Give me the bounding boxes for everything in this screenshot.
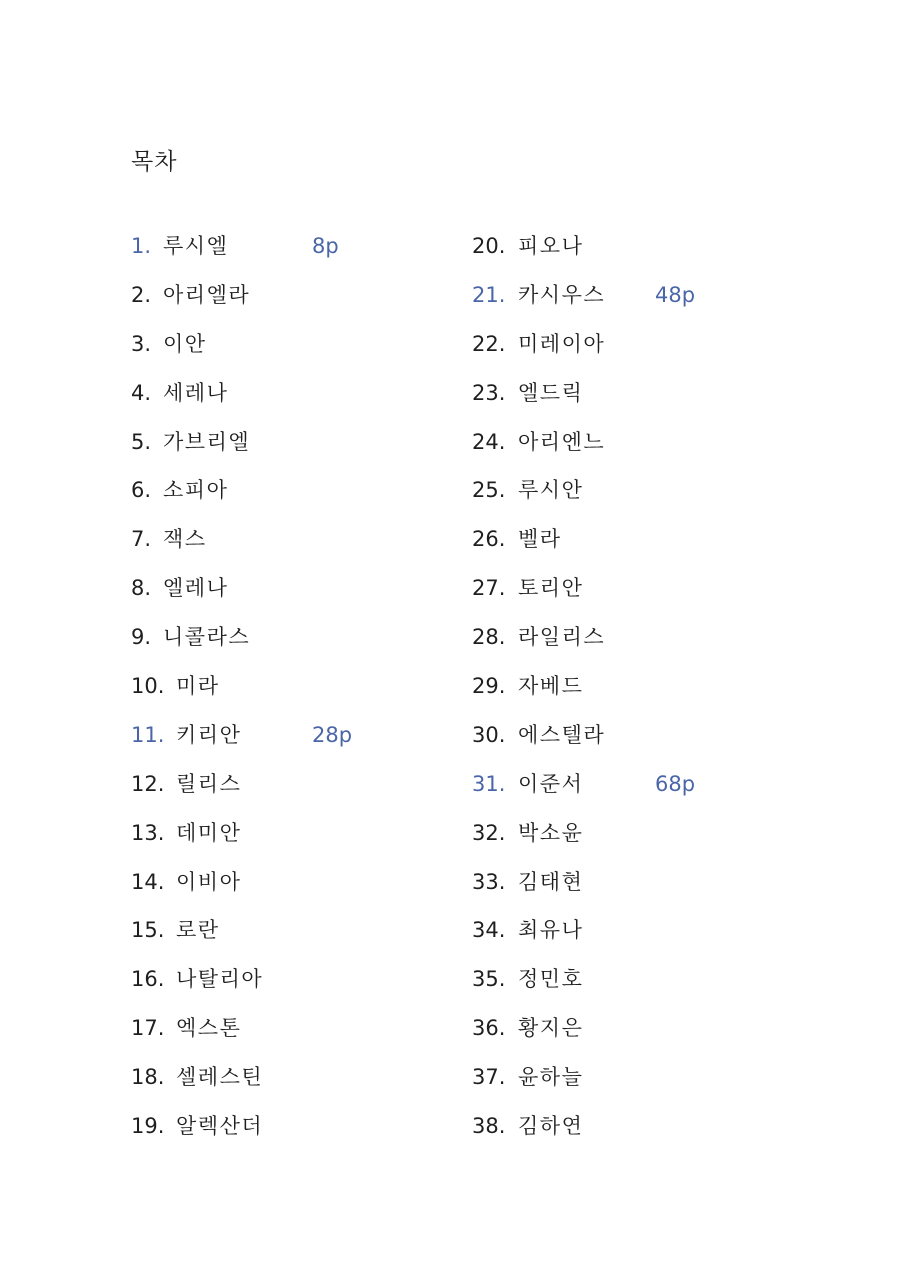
- toc-entry-number: 1.: [131, 234, 152, 258]
- toc-entry: [131, 271, 431, 320]
- toc-entry: [472, 320, 772, 369]
- toc-entry-number: 6.: [131, 478, 152, 503]
- toc-entry: [131, 515, 431, 564]
- toc-entry-number: 33.: [472, 869, 506, 894]
- toc-entry-title: 박소윤: [518, 820, 584, 845]
- toc-entry-number: 30.: [472, 722, 506, 747]
- toc-entry-title: 로란: [176, 918, 220, 943]
- toc-entry-title: 황지은: [518, 1016, 584, 1041]
- toc-entry-title: 김하연: [518, 1114, 584, 1139]
- toc-entry-title: 토리안: [518, 576, 584, 601]
- toc-entry[interactable]: [472, 271, 772, 320]
- toc-entry-number: 2.: [131, 282, 152, 307]
- toc-entry-number: 16.: [131, 967, 165, 992]
- toc-entry-title: 카시우스: [518, 282, 606, 307]
- toc-entry-number: 34.: [472, 918, 506, 943]
- toc-entry-number: 35.: [472, 967, 506, 992]
- toc-entry-number: 27.: [472, 576, 506, 601]
- toc-entry: [131, 760, 431, 809]
- toc-entry-number: 32.: [472, 820, 506, 845]
- toc-entry-number: 18.: [131, 1065, 165, 1090]
- toc-entry: [472, 466, 772, 515]
- toc-entry-number: 15.: [131, 918, 165, 943]
- toc-entry-number: 23.: [472, 380, 506, 405]
- toc-entry-title: 엑스톤: [176, 1016, 242, 1041]
- toc-entry-number: 5.: [131, 429, 152, 454]
- toc-entry-page-number[interactable]: 68p: [655, 771, 696, 796]
- toc-entry: [131, 418, 431, 467]
- toc-entry-page-number[interactable]: 48p: [655, 282, 696, 307]
- toc-entry-number: 37.: [472, 1065, 506, 1090]
- toc-entry-number: 7.: [131, 527, 152, 552]
- toc-entry-title: 세레나: [163, 380, 229, 405]
- toc-entry-number: 9.: [131, 625, 152, 650]
- toc-entry-title: 엘레나: [163, 576, 229, 601]
- toc-entry-number: 31.: [472, 771, 506, 796]
- toc-entry-number: 8.: [131, 576, 152, 601]
- toc-entry[interactable]: [131, 222, 431, 271]
- toc-entry-title: 릴리스: [176, 771, 242, 796]
- toc-entry: [131, 662, 431, 711]
- toc-entry: [131, 320, 431, 369]
- toc-entry-number: 29.: [472, 674, 506, 699]
- toc-entry-title: 윤하늘: [518, 1065, 584, 1090]
- toc-entry: [131, 1102, 431, 1151]
- toc-entry-title: 미레이아: [518, 331, 606, 356]
- toc-entry-number: 36.: [472, 1016, 506, 1041]
- toc-entry-title: 알렉산더: [176, 1114, 264, 1139]
- toc-entry: [131, 955, 431, 1004]
- toc-entry-title: 벨라: [518, 527, 562, 552]
- toc-entry-number: 26.: [472, 527, 506, 552]
- toc-entry-number: 12.: [131, 771, 165, 796]
- toc-entry-title: 엘드릭: [518, 380, 584, 405]
- toc-entry-number: 3.: [131, 331, 152, 356]
- toc-entry: [472, 1053, 772, 1102]
- toc-entry-title: 루시엘: [163, 234, 229, 258]
- toc-entry-number: 22.: [472, 331, 506, 356]
- toc-entry-title: 니콜라스: [163, 625, 251, 650]
- toc-entry: [472, 564, 772, 613]
- toc-entry-page-number[interactable]: 28p: [312, 722, 353, 747]
- toc-entry-title: 가브리엘: [163, 429, 251, 454]
- toc-entry-number: 11.: [131, 722, 165, 747]
- toc-entry-title: 김태현: [518, 869, 584, 894]
- toc-right-column: [472, 222, 772, 1151]
- toc-entry-title: 루시안: [518, 478, 584, 503]
- toc-entry-title: 미라: [176, 674, 220, 699]
- toc-entry-title: 이준서: [518, 771, 584, 796]
- toc-entry-number: 10.: [131, 674, 165, 699]
- toc-entry-number: 19.: [131, 1114, 165, 1139]
- toc-entry-number: 20.: [472, 234, 506, 258]
- toc-entry-title: 아리엘라: [163, 282, 251, 307]
- toc-entry: [131, 1004, 431, 1053]
- toc-entry: [131, 369, 431, 418]
- toc-entry: [472, 222, 772, 271]
- toc-entry: [131, 906, 431, 955]
- toc-entry-number: 38.: [472, 1114, 506, 1139]
- toc-entry-title: 정민호: [518, 967, 584, 992]
- toc-entry: [131, 564, 431, 613]
- toc-entry: [131, 613, 431, 662]
- toc-entry: [472, 711, 772, 760]
- toc-entry-page-number[interactable]: 8p: [312, 234, 339, 258]
- toc-entry-title: 셀레스틴: [176, 1065, 264, 1090]
- toc-entry-title: 이안: [163, 331, 207, 356]
- toc-entry: [131, 466, 431, 515]
- toc-entry: [131, 858, 431, 907]
- toc-entry-number: 17.: [131, 1016, 165, 1041]
- toc-entry: [472, 1102, 772, 1151]
- toc-entry-title: 잭스: [163, 527, 207, 552]
- toc-entry-number: 25.: [472, 478, 506, 503]
- toc-entry-title: 데미안: [176, 820, 242, 845]
- toc-entry: [472, 858, 772, 907]
- toc-entry-title: 라일리스: [518, 625, 606, 650]
- toc-entry: [472, 369, 772, 418]
- toc-entry: [472, 906, 772, 955]
- toc-entry: [472, 613, 772, 662]
- toc-entry: [472, 515, 772, 564]
- toc-entry-number: 28.: [472, 625, 506, 650]
- toc-entry-title: 최유나: [518, 918, 584, 943]
- toc-entry-title: 나탈리아: [176, 967, 264, 992]
- toc-entry-title: 소피아: [163, 478, 229, 503]
- toc-entry-title: 이비아: [176, 869, 242, 894]
- toc-entry-number: 4.: [131, 380, 152, 405]
- page-title: 목차: [131, 149, 178, 175]
- toc-left-column: [131, 222, 431, 1151]
- toc-entry-title: 아리엔느: [518, 429, 606, 454]
- toc-entry-title: 피오나: [518, 234, 584, 258]
- toc-entry: [472, 955, 772, 1004]
- toc-entry: [131, 809, 431, 858]
- toc-entry-number: 21.: [472, 282, 506, 307]
- toc-entry[interactable]: [472, 760, 772, 809]
- toc-entry-title: 키리안: [176, 722, 242, 747]
- toc-entry: [472, 418, 772, 467]
- toc-entry-number: 13.: [131, 820, 165, 845]
- toc-entry[interactable]: [131, 711, 431, 760]
- toc-entry: [472, 1004, 772, 1053]
- toc-entry-number: 14.: [131, 869, 165, 894]
- toc-entry-title: 에스텔라: [518, 722, 606, 747]
- toc-entry: [472, 809, 772, 858]
- toc-entry: [131, 1053, 431, 1102]
- toc-entry: [472, 662, 772, 711]
- toc-entry-number: 24.: [472, 429, 506, 454]
- toc-entry-title: 자베드: [518, 674, 584, 699]
